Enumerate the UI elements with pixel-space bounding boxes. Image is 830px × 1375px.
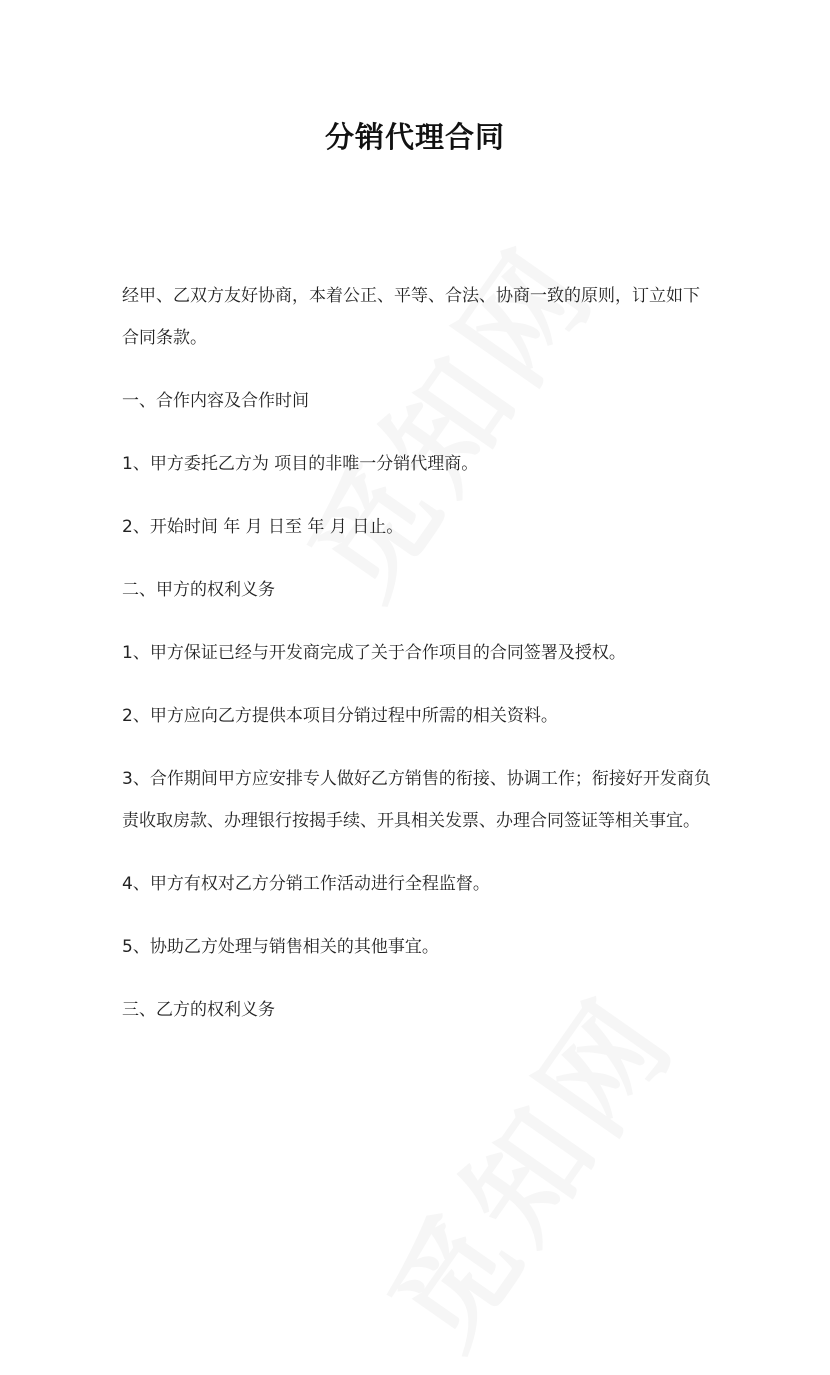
paragraph-line: 三、乙方的权利义务: [122, 1000, 275, 1020]
paragraph: [122, 632, 732, 674]
paragraph-line: 3、合作期间甲方应安排专人做好乙方销售的衔接、协调工作；衔接好开发商负: [122, 769, 711, 789]
document-title: 分销代理合同: [324, 120, 505, 154]
paragraph-line: 5、协助乙方处理与销售相关的其他事宜。: [122, 937, 439, 957]
paragraph: [122, 443, 732, 485]
paragraph: [122, 275, 732, 359]
paragraph: [122, 863, 732, 905]
paragraph: [122, 506, 732, 548]
paragraph-line: 合同条款。: [122, 328, 207, 348]
paragraph-line: 2、开始时间 年 月 日至 年 月 日止。: [122, 517, 404, 537]
paragraph-line: 2、甲方应向乙方提供本项目分销过程中所需的相关资料。: [122, 706, 558, 726]
paragraph-line: 责收取房款、办理银行按揭手续、开具相关发票、办理合同签证等相关事宜。: [122, 811, 700, 831]
paragraph-line: 1、甲方委托乙方为 项目的非唯一分销代理商。: [122, 454, 479, 474]
paragraph: [122, 569, 732, 611]
paragraph: [122, 380, 732, 422]
paragraph-line: 二、甲方的权利义务: [122, 580, 275, 600]
paragraph: [122, 758, 732, 842]
paragraph-line: 4、甲方有权对乙方分销工作活动进行全程监督。: [122, 874, 490, 894]
paragraph: [122, 989, 732, 1031]
paragraph-line: 1、甲方保证已经与开发商完成了关于合作项目的合同签署及授权。: [122, 643, 626, 663]
paragraph: [122, 926, 732, 968]
paragraph: [122, 695, 732, 737]
paragraph-line: 一、合作内容及合作时间: [122, 391, 309, 411]
document-body: [122, 275, 732, 1052]
paragraph-line: 经甲、乙双方友好协商，本着公正、平等、合法、协商一致的原则，订立如下: [122, 286, 700, 306]
